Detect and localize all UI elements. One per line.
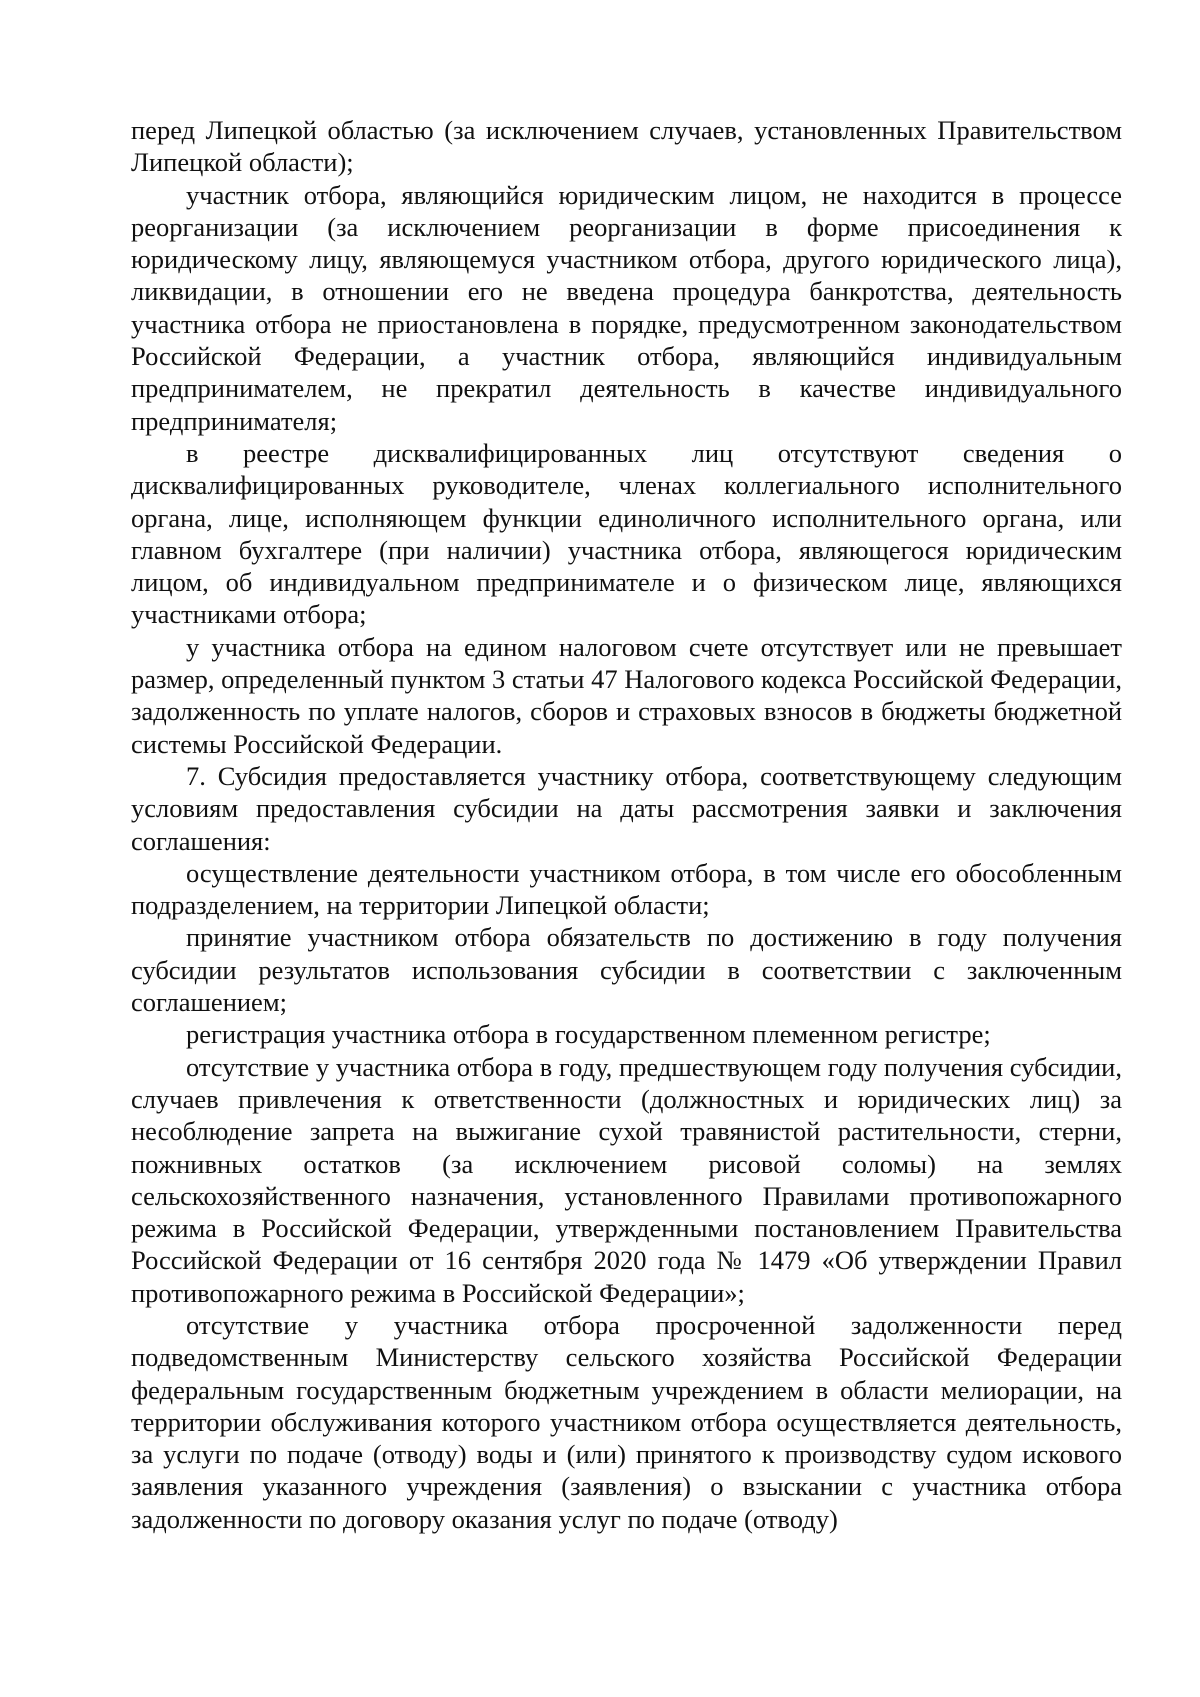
paragraph-fire-safety: отсутствие у участника отбора в году, предшествующем году получения субсидии, случаев привлечения к ответственности (должностных и юридических лиц) за несоблюдение запрета на выжигание сухой травянистой растительности, стерни, пожнивных остатков (за исключением рисовой соломы) на землях сельскохозяйственного назначения, установленного Правилами противопожарного режима в Российской Федерации, утвержденными постановлением Правительства Российской Федерации от 16 сентября 2020 года № 1479 «Об утверждении Правил противопожарного режима в Российской Федерации»;: [131, 1051, 1122, 1308]
paragraph-territory: осуществление деятельности участником отбора, в том числе его обособленным подразделением, на территории Липецкой области;: [131, 857, 1122, 921]
paragraph-continuation: перед Липецкой областью (за исключением случаев, установленных Правительством Липецкой области);: [131, 115, 1122, 178]
paragraph-obligations: принятие участником отбора обязательств по достижению в году получения субсидии результатов использования субсидии в соответствии с заключенным соглашением;: [131, 922, 1122, 1018]
paragraph-reorganization: участник отбора, являющийся юридическим лицом, не находится в процессе реорганизации (за исключением реорганизации в форме присоединения к юридическому лицу, являющемуся участником отбора, другого юридического лица), ликвидации, в отношении его не введена процедура банкротства, деятельность участника отбора не приостановлена в порядке, предусмотренном законодательством Российской Федерации, а участник отбора, являющийся индивидуальным предпринимателем, не прекратил деятельность в качестве индивидуального предпринимателя;: [131, 179, 1122, 436]
paragraph-item-7: 7. Субсидия предоставляется участнику отбора, соответствующему следующим условиям предоставления субсидии на даты рассмотрения заявки и заключения соглашения:: [131, 760, 1122, 856]
paragraph-tax-account: у участника отбора на едином налоговом счете отсутствует или не превышает размер, определенный пунктом 3 статьи 47 Налогового кодекса Российской Федерации, задолженность по уплате налогов, сборов и страховых взносов в бюджеты бюджетной системы Российской Федерации.: [131, 631, 1122, 759]
paragraph-melioration-debt: отсутствие у участника отбора просроченной задолженности перед подведомственным Министерству сельского хозяйства Российской Федерации федеральным государственным бюджетным учреждением в области мелиорации, на территории обслуживания которого участником отбора осуществляется деятельность, за услуги по подаче (отводу) воды и (или) принятого к производству судом искового заявления указанного учреждения (заявления) о взыскании с участника отбора задолженности по договору оказания услуг по подаче (отводу): [131, 1309, 1122, 1534]
paragraph-breeding-register: регистрация участника отбора в государственном племенном регистре;: [186, 1019, 991, 1050]
paragraph-disqualified-registry: в реестре дисквалифицированных лиц отсутствуют сведения о дисквалифицированных руководителе, членах коллегиального исполнительного органа, лице, исполняющем функции единоличного исполнительного органа, или главном бухгалтере (при наличии) участника отбора, являющегося юридическим лицом, об индивидуальном предпринимателе и о физическом лице, являющихся участниками отбора;: [131, 437, 1122, 630]
document-body: [131, 114, 1122, 1535]
